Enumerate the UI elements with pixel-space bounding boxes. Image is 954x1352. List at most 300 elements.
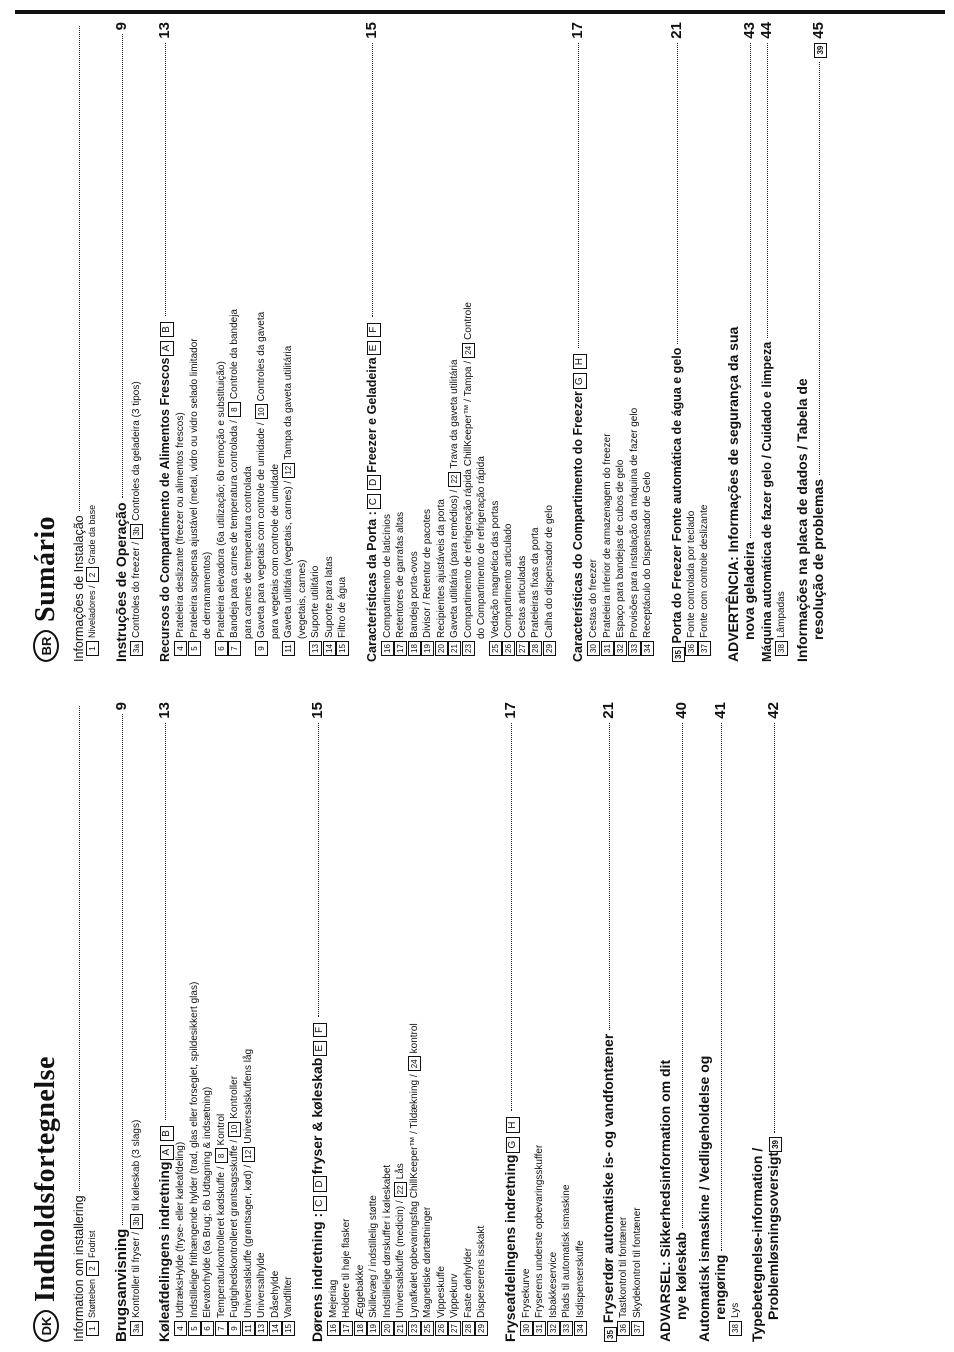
item-number: 23 [408,1321,421,1336]
page-number: 15 [362,22,380,39]
item-text: Plads til automatisk ismaskine [561,1184,572,1318]
item-number: 20 [435,641,448,656]
item-text: Controles da geladeira (3 tipos) [130,381,142,521]
page-number: 17 [501,702,519,719]
list-item [614,22,628,662]
item-number: 39 [814,43,827,58]
br-info-row[interactable] [72,22,86,662]
item-text: Støtteben [87,1278,97,1318]
br-rec-section [156,22,350,662]
item-text: Frysekurve [520,1268,532,1318]
dk-auto-line2: rengøring [712,1254,728,1320]
item-number: 14 [323,641,336,656]
item-number: 4 [174,641,187,656]
dk-adv-row [673,702,690,1342]
list-item [215,22,229,662]
list-item [435,22,449,662]
item-text: Controles do freezer / [130,541,142,638]
item-text: Faste dørhylder [462,1247,474,1318]
list-item [617,702,631,1342]
item-number: 25 [421,1321,434,1336]
item-text: Bandeja para carnes de temperatura controlada / [229,420,240,638]
item-text: Lås [395,1163,406,1180]
item-number: 26 [435,1321,448,1336]
item-text: do Compartimento de refrigeração rápida [476,456,487,639]
item-text: Fryserens underste opbevaringsskuffer [534,1144,545,1318]
page-number: 9 [112,22,130,31]
list-item [421,702,435,1342]
item-number: 13 [255,1321,268,1336]
dot-leader [750,43,751,538]
list-item [228,702,242,1342]
item-number: 12 [242,1147,255,1162]
dk-frys-row[interactable] [502,702,520,1342]
page-number: 45 [810,22,827,39]
item-text: Universalskuffens låg [242,1048,254,1144]
list-item [489,22,503,662]
dk-info-row[interactable] [72,702,86,1342]
dk-doren-row[interactable] [309,702,327,1342]
item-number: 1 [86,641,99,656]
dk-header [26,702,66,1342]
item-text: Universalhylde [256,1252,267,1318]
list-item [529,22,543,662]
dk-type-line2: Problemløsningsoversigt [764,1151,781,1320]
page-number: 41 [712,702,729,719]
item-number: 27 [448,1321,461,1336]
page-number: 13 [156,22,173,39]
item-text: Universalskuffe (medicin) / [395,1200,406,1318]
item-number: 14 [269,1321,282,1336]
letter-box: B [160,1126,174,1141]
page-number: 17 [569,22,586,39]
item-text: (vegetais, carnes) [296,559,308,639]
list-item [130,22,144,662]
item-text: til køleskab (3 slags) [130,1119,142,1211]
br-header [26,22,66,662]
item-number: 35 [672,647,685,662]
item-number: 32 [547,1321,560,1336]
br-maq-row[interactable] [758,22,775,662]
item-number: 10 [255,404,268,419]
item-text: Suporte utilitário [310,565,321,638]
item-number: 18 [408,641,421,656]
letter-box: F [367,323,381,337]
list-item [641,22,655,662]
list-item [408,702,422,1342]
list-item [174,702,188,1342]
item-number: 21 [394,1321,407,1336]
dot-leader [122,34,123,498]
dk-auto-line1: Automatisk ismaskine / Vedligeholdelse og [696,1055,712,1342]
page-number: 44 [757,22,775,39]
br-freezer-list [587,22,655,662]
dk-brug-row[interactable] [113,702,130,1342]
br-instr-section [113,22,144,662]
item-text: Cestas articuladas [516,555,528,638]
dk-auto-section[interactable] [696,702,729,1342]
item-number: 6 [201,1321,214,1336]
item-number: 7 [228,641,241,656]
item-number: 34 [574,1321,587,1336]
dot-leader [819,62,820,475]
item-number: 37 [698,641,711,656]
item-number: 36 [685,641,698,656]
letter-box: A [160,1145,174,1160]
item-number: 38 [775,641,788,656]
item-number: 17 [340,1321,353,1336]
letter-box: E [313,1041,327,1056]
list-item [255,22,269,662]
item-number: 29 [475,1321,488,1336]
dot-leader [609,723,610,1030]
list-item [354,702,368,1342]
page-number: 43 [740,22,758,39]
item-number: 28 [529,641,542,656]
dk-frysaut-row[interactable] [600,702,617,1342]
dk-info-section [72,702,100,1342]
dot-leader [165,723,166,1121]
item-text: Mejeriag [327,1279,339,1318]
list-item [543,22,557,662]
item-text: Prateleira elevadora (6a utilização; 6b remoção e substituição) [215,361,227,638]
list-item [516,22,530,662]
item-text: Gaveta utilitária (vegetais, carnes) / [283,480,294,638]
list-item [269,702,283,1342]
item-text: Espaço para bandejas de cubos de gelo [615,459,626,638]
list-item [475,22,489,662]
dk-kole-label: Køleafdelingens indretning [156,1161,172,1342]
list-item [296,22,310,662]
list-item [775,22,789,662]
list-item [269,22,283,662]
item-number: 26 [502,641,515,656]
item-number: 35 [604,1327,617,1342]
item-text: Fonte controlada por teclado [685,510,697,638]
br-freezer-row[interactable] [569,22,587,662]
br-rec-label: Recursos do Compartimento de Alimentos Frescos [158,357,172,662]
item-text: de derramamentos) [202,551,213,639]
br-instr-label: Instruções de Operação [112,502,129,662]
item-text: Prateleiras fixas da porta [530,527,541,638]
item-number: 36 [617,1321,630,1336]
list-item [587,22,601,662]
item-number: 6 [215,641,228,656]
dk-frysaut-label: Fryserdør automatiske is- og vandfontæner [600,1033,616,1324]
list-item [309,22,323,662]
item-text: Vandfilter [283,1276,294,1318]
item-text: Universalskuffe (grøntsager, kød) / [242,1164,254,1318]
list-item [408,22,422,662]
list-item [574,702,588,1342]
letter-box: B [160,322,174,337]
dot-leader [79,706,80,1191]
br-info2-row [810,22,827,662]
br-info-label: Informações de Instalação [72,515,86,662]
item-text: Tampa da gaveta utilitária [283,345,294,460]
br-porta-label: Características da Porta : [364,511,379,662]
dk-type-row [765,702,782,1342]
dk-kole-section [156,702,296,1342]
item-number: 23 [462,641,475,656]
list-item [242,702,256,1342]
item-text: Controle [462,302,474,340]
item-number: 32 [614,641,627,656]
item-text: para carnes de temperatura controlada [242,466,254,639]
item-text: kontrol [408,1023,420,1054]
br-maq-label: Máquina automática de fazer gelo / Cuidado e limpeza [759,341,774,662]
item-text: Skydekontrol til fontæner [631,1207,643,1318]
item-text: Isdispenserskuffe [574,1240,586,1318]
item-text: Prateleira inferior de armazenagem do freezer [601,433,613,638]
dk-badge: DK [33,1310,59,1342]
page-number: 9 [112,702,130,711]
item-number: 31 [601,641,614,656]
item-text: Gaveta utilitária (para remédios) / [449,489,460,638]
item-text: Fonte com controle deslizante [699,504,710,638]
item-text: Vippekurv [449,1273,460,1318]
dot-leader [774,723,775,1133]
item-number: 31 [533,1321,546,1336]
list-item [628,22,642,662]
item-number: 21 [448,641,461,656]
item-text: Tastkontrol til fontæner [618,1216,629,1318]
list-item [201,702,215,1342]
list-item [421,22,435,662]
br-title: Sumário [30,515,61,622]
dk-adv-line2: nye køleskab [673,1232,689,1320]
br-porta-mid: Freezer e Geladeira [364,357,379,473]
item-text: Niveladores / [87,585,97,638]
item-number: 19 [367,1321,380,1336]
dk-title: Indholdsfortegnelse [30,1056,61,1302]
br-info-section [72,22,100,662]
dot-leader [318,723,319,1017]
page-number: 42 [764,702,782,719]
letter-box: D [313,1176,327,1191]
letter-box: E [367,341,381,356]
letter-box: G [506,1137,520,1153]
list-item [435,702,449,1342]
item-text: Calha do dispensador de gelo [543,505,555,638]
br-porta-list [381,22,557,662]
br-rec-row[interactable] [156,22,174,662]
list-item [729,702,743,1342]
item-number: 5 [188,1321,201,1336]
list-item [130,702,144,1342]
list-item [381,702,395,1342]
list-item [242,22,256,662]
br-rec-list [174,22,350,662]
dot-leader [682,723,683,1228]
item-text: Receptáculo do Dispensador de Gelo [642,471,653,638]
br-adv-line1: ADVERTÊNCIA: Informações de segurança da sua [724,326,741,662]
list-item [282,702,296,1342]
item-number: 1 [86,1321,99,1336]
item-text: Vedação magnética das portas [489,500,501,638]
br-adv-section[interactable] [725,22,758,662]
item-number: 24 [462,343,475,358]
item-number: 19 [421,641,434,656]
letter-box: F [313,1023,327,1037]
br-porta-freezer-section [668,22,712,662]
item-text: para vegetais com controle de umidade [269,463,281,639]
page-number: 40 [673,702,690,719]
item-number: 3b [130,1214,143,1229]
dk-auto-row [712,702,729,1342]
letter-box: H [573,354,587,369]
item-number: 33 [560,1321,573,1336]
item-number: 4 [174,1321,187,1336]
item-text: Temperaturkontrolleret kødskuffe / [215,1166,227,1318]
item-number: 5 [188,641,201,656]
dot-leader [372,43,373,317]
list-item [394,702,408,1342]
item-number: 2 [86,567,99,582]
list-item [698,22,712,662]
item-text: Gaveta para vegetais com controle de umidade / [256,422,267,638]
item-number: 3a [130,1321,143,1336]
list-item [228,22,242,662]
dk-kole-row[interactable] [156,702,174,1342]
item-number: 34 [641,641,654,656]
br-porta-freezer-label: Porta do Freezer Fonte automática de água e gelo [669,347,684,644]
item-text: Trava da gaveta utilitária [449,359,460,469]
item-text: Provisões para instalação da máquina de fazer gelo [628,407,640,638]
item-text: Filtro de água [337,576,348,638]
dk-frysaut-section [600,702,644,1342]
item-number: 22 [448,472,461,487]
item-number: 20 [381,1321,394,1336]
item-text: Fugtighedskontrolleret grøntsagsskuffe / [229,1139,240,1318]
br-porta-row[interactable] [363,22,381,662]
page-rule [15,10,945,14]
letter-box: G [573,373,587,389]
list-item [340,702,354,1342]
dot-leader [767,43,768,338]
letter-box: C [313,1196,327,1211]
item-number: 10 [228,1122,241,1137]
item-text: Kontroller [229,1075,240,1119]
dot-leader [165,43,166,317]
item-number: 33 [628,641,641,656]
item-number: 8 [228,402,241,417]
item-number: 3a [130,641,143,656]
item-text: Kontroller til fryser / [130,1231,142,1318]
dk-doren-section [309,702,489,1342]
list-item [381,22,395,662]
br-info2-line1: Informações na placa de dados / Tabela de [794,378,810,662]
list-item [685,22,699,662]
dk-frys-label: Fryseafdelingens indretning [501,1154,518,1342]
list-item [520,702,534,1342]
br-info2-line2: resolução de problemas [810,478,826,640]
item-number: 29 [543,641,556,656]
list-item [282,22,296,662]
item-text: Controles da gaveta [256,311,267,402]
item-text: Recipientes ajustáveis da porta [435,499,447,638]
item-text: Isbakkeservice [547,1251,559,1318]
item-number: 12 [282,463,295,478]
item-text: UdtræksHylde (fryse- eller køleafdeling) [175,1141,186,1318]
list-item [174,22,188,662]
list-item [188,22,202,662]
list-item [547,702,561,1342]
list-item [86,702,100,1342]
list-item [201,22,215,662]
br-instr-row[interactable] [113,22,130,662]
dk-doren-mid: fryser & køleskab [308,1057,325,1175]
item-number: 38 [729,1321,742,1336]
list-item [394,22,408,662]
dot-leader [578,43,579,348]
list-item [188,702,202,1342]
page-number: 13 [156,702,173,719]
item-text: Cestas do freezer [588,559,599,638]
item-number: 17 [394,641,407,656]
br-adv-line2: nova geladeira [740,541,757,640]
br-info2-section[interactable] [794,22,827,662]
br-freezer-section [569,22,655,662]
list-item [327,702,341,1342]
br-freezer-label: Características do Compartimento do Freezer [571,391,585,662]
dot-leader [721,723,722,1251]
letter-box: A [160,341,174,356]
page-number: 21 [667,22,685,39]
item-number: 13 [309,641,322,656]
page-number: 21 [600,702,617,719]
letter-box: H [506,1118,520,1133]
item-text: Grade da base [87,504,97,565]
item-text: Compartimento de laticínios [381,514,393,638]
dot-leader [79,26,80,511]
dk-adv-section[interactable] [657,702,690,1342]
list-item [631,702,645,1342]
item-text: Kontrol [215,1113,227,1146]
item-number: 16 [381,641,394,656]
item-number: 39 [769,1137,782,1152]
dot-leader [511,723,512,1112]
list-item [601,22,615,662]
item-text: Lys [730,1302,741,1318]
item-number: 22 [394,1182,407,1197]
dot-leader [677,43,678,344]
item-text: Prateleira suspensa ajustável (metal, vidro ou vidro selado limitador [188,338,200,638]
item-number: 9 [228,1321,241,1336]
item-text: Compartimento articulado [503,523,514,638]
dk-type-line1: Typebetegnelse-information / [748,1147,765,1342]
list-item [533,702,547,1342]
item-number: 2 [86,1261,99,1276]
item-text: Divisor / Retentor de pacotes [422,509,433,638]
item-number: 37 [631,1321,644,1336]
br-porta-freezer-row[interactable] [668,22,685,662]
list-item [502,22,516,662]
item-number: 28 [462,1321,475,1336]
item-text: Fodrist [87,1230,97,1258]
list-item [86,22,100,662]
item-number: 16 [327,1321,340,1336]
item-text: Controle da bandeja [229,309,240,400]
item-text: Prateleira deslizante (freezer ou alimentos frescos) [175,412,186,638]
list-item [462,22,476,662]
item-number: 27 [516,641,529,656]
dk-brug-section [113,702,144,1342]
dk-type-section[interactable] [749,702,782,1342]
list-item [323,22,337,662]
item-number: 11 [282,641,295,656]
dot-leader [122,714,123,1224]
